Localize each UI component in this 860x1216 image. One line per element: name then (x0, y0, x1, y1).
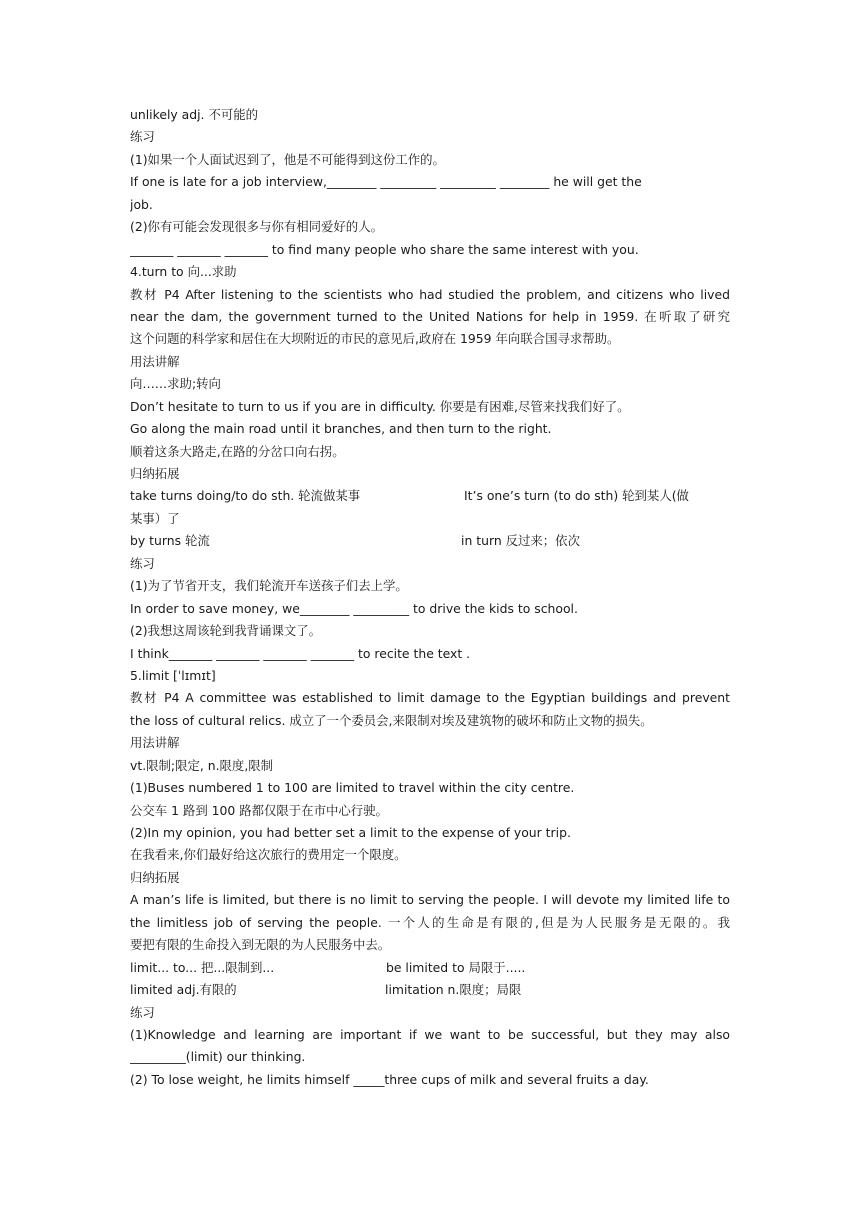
vocab-turn-to: 4.turn to 向...求助 (130, 264, 237, 280)
example-paragraph: A man’s life is limited, but there is no limit to serving the people. I will devote my limited life to (130, 892, 730, 908)
exercise-sentence-cont: _________(limit) our thinking. (130, 1049, 306, 1065)
definition: 向……求助;转向 (130, 376, 221, 392)
vocab-limit: 5.limit [ˈlɪmɪt] (130, 667, 216, 683)
example-translation: 在我看来,你们最好给这次旅行的费用定一个限度。 (130, 847, 407, 863)
exercise-sentence: I think_______ _______ _______ _______ to recite the text . (130, 645, 471, 661)
example-translation: 公交车 1 路到 100 路都仅限于在市中心行驶。 (130, 802, 388, 818)
phrase-row (130, 485, 730, 507)
word-limited: limited adj.有限的 (130, 982, 237, 998)
exercise-sentence-cont: job. (130, 196, 153, 212)
phrase-ones-turn: It’s one’s turn (to do sth) 轮到某人(做 (464, 488, 689, 504)
exercise-sentence: (1)Knowledge and learning are important if we want to be successful, but they may also (130, 1026, 730, 1042)
example-translation: 顺着这条大路走,在路的分岔口向右拐。 (130, 443, 345, 459)
definition: vt.限制;限定, n.限度,限制 (130, 757, 274, 773)
textbook-quote-cont: the loss of cultural relics. 成立了一个委员会,来限制对埃及建筑物的破坏和防止文物的损失。 (130, 712, 653, 728)
phrase-take-turns: take turns doing/to do sth. 轮流做某事 (130, 488, 361, 504)
exercise-sentence: (2) To lose weight, he limits himself _____three cups of milk and several fruits a day. (130, 1071, 649, 1087)
section-label-usage: 用法讲解 (130, 735, 180, 751)
exercise-prompt: (1)如果一个人面试迟到了，他是不可能得到这份工作的。 (130, 151, 445, 167)
document-page (130, 104, 730, 1091)
exercise-sentence: _______ _______ _______ to find many people who share the same interest with you. (130, 241, 639, 257)
textbook-quote-cont: near the dam, the government turned to the United Nations for help in 1959. 在听取了研究 (130, 308, 730, 324)
textbook-quote: 教材 P4 After listening to the scientists who had studied the problem, and citizens who lived (130, 286, 730, 302)
example-sentence: (2)In my opinion, you had better set a limit to the expense of your trip. (130, 825, 571, 840)
section-label-usage: 用法讲解 (130, 353, 180, 369)
example-sentence: Don’t hesitate to turn to us if you are in difficulty. 你要是有困难,尽管来找我们好了。 (130, 398, 630, 414)
phrase-row (130, 957, 730, 979)
exercise-prompt: (2)我想这周该轮到我背诵课文了。 (130, 623, 322, 639)
phrase-in-turn: in turn 反过来；依次 (461, 533, 580, 549)
exercise-prompt: (1)为了节省开支，我们轮流开车送孩子们去上学。 (130, 578, 408, 594)
phrase-cont: 某事）了 (130, 510, 180, 526)
exercise-prompt: (2)你有可能会发现很多与你有相同爱好的人。 (130, 219, 383, 235)
section-label-practice: 练习 (130, 129, 155, 145)
example-paragraph-cont: the limitless job of serving the people. 一个人的生命是有限的,但是为人民服务是无限的。我 (130, 914, 730, 930)
textbook-quote: 教材 P4 A committee was established to limit damage to the Egyptian buildings and prevent (130, 690, 730, 706)
textbook-translation: 这个问题的科学家和居住在大坝附近的市民的意见后,政府在 1959 年向联合国寻求帮助。 (130, 331, 620, 347)
phrase-by-turns: by turns 轮流 (130, 533, 210, 549)
word-limitation: limitation n.限度；局限 (385, 982, 522, 998)
vocab-unlikely: unlikely adj. 不可能的 (130, 107, 259, 122)
phrase-be-limited-to: be limited to 局限于..... (386, 959, 526, 975)
exercise-sentence: In order to save money, we________ _________ to drive the kids to school. (130, 600, 578, 616)
phrase-row (130, 979, 730, 1001)
example-sentence: Go along the main road until it branches, and then turn to the right. (130, 421, 552, 437)
example-paragraph-cont: 要把有限的生命投入到无限的为人民服务中去。 (130, 937, 391, 953)
section-label-extension: 归纳拓展 (130, 466, 180, 481)
section-label-practice: 练习 (130, 1004, 155, 1020)
exercise-sentence: If one is late for a job interview,________ _________ _________ ________ he will get the (130, 174, 642, 190)
section-label-extension: 归纳拓展 (130, 869, 180, 885)
phrase-limit-to: limit... to... 把...限制到... (130, 959, 275, 975)
example-sentence: (1)Buses numbered 1 to 100 are limited to travel within the city centre. (130, 780, 575, 796)
phrase-row (130, 530, 730, 552)
section-label-practice: 练习 (130, 555, 155, 571)
